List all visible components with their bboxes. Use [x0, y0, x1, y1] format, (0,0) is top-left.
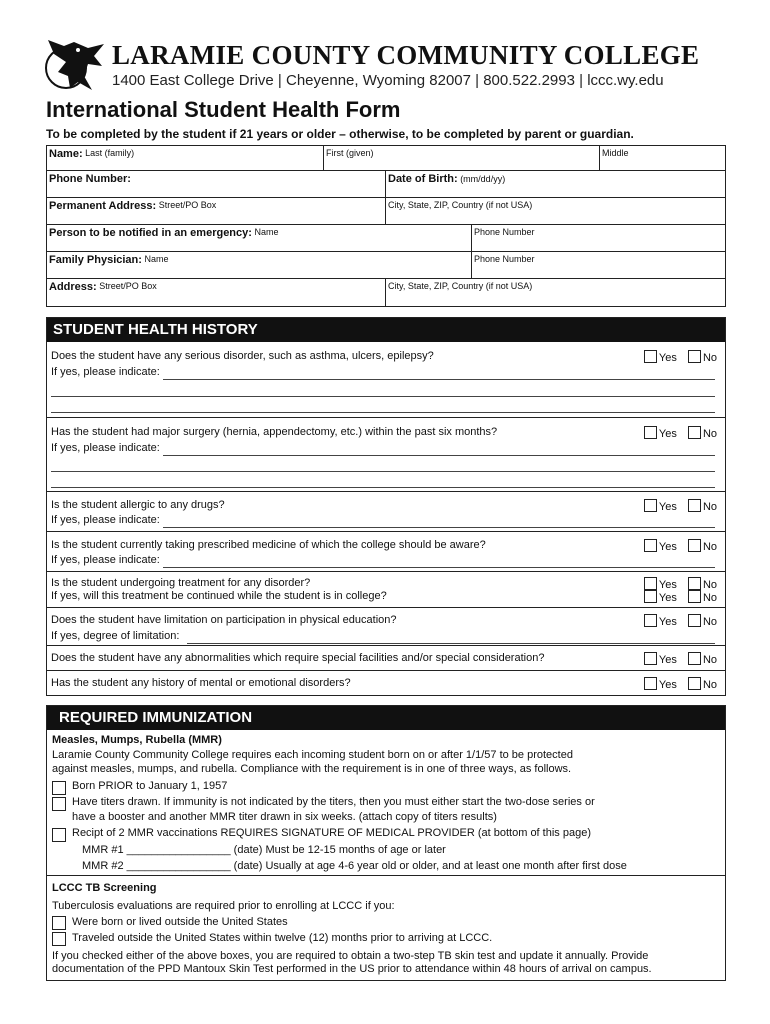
q2-yes-no	[636, 426, 717, 440]
q5b-yes-checkbox[interactable]	[644, 590, 657, 603]
perm-address-city-hint: City, State, ZIP, Country (if not USA)	[388, 200, 533, 210]
eagle-logo-icon	[44, 36, 106, 94]
permanent-address-row	[47, 198, 725, 225]
physician-address-city-field[interactable]	[385, 279, 725, 306]
physician-phone-field[interactable]	[471, 252, 725, 278]
college-address: 1400 East College Drive | Cheyenne, Wyoming 82007 | 800.522.2993 | lccc.wy.edu	[112, 72, 664, 89]
q1-yes-checkbox[interactable]	[644, 350, 657, 363]
q3-if-yes-label: If yes, please indicate:	[51, 514, 160, 526]
q5b-yes-no	[636, 590, 717, 604]
q7-yes-no	[636, 652, 717, 666]
mmr-block	[47, 730, 725, 875]
address-label: Address:	[49, 281, 97, 293]
history-q7	[47, 645, 725, 670]
history-q6	[47, 607, 725, 645]
perm-address-city-field[interactable]	[385, 198, 725, 224]
q3-no-checkbox[interactable]	[688, 499, 701, 512]
tb-option-2	[52, 930, 720, 946]
mmr-intro-line-2: against measles, mumps, and rubella. Compliance with the requirement is in one of three ways, as follows.	[52, 763, 572, 775]
mmr-option-2	[52, 795, 720, 824]
address-city-hint: City, State, ZIP, Country (if not USA)	[388, 281, 533, 291]
tb-heading: LCCC TB Screening	[52, 882, 157, 894]
college-header	[44, 36, 734, 96]
q3-answer-line[interactable]	[163, 527, 715, 528]
q6-followup-label: If yes, degree of limitation:	[51, 630, 180, 642]
q7-text: Does the student have any abnormalities which require special facilities and/or special consideration?	[51, 652, 545, 664]
name-middle-field[interactable]	[599, 146, 725, 170]
mmr-option-2-text-line-1: Have titers drawn. If immunity is not indicated by the titers, then you must either start the two-dose series or	[72, 796, 595, 808]
dob-label: Date of Birth:	[388, 173, 458, 185]
q2-if-yes-label: If yes, please indicate:	[51, 442, 160, 454]
q1-answer-line-2[interactable]	[51, 396, 715, 397]
q6-no-label: No	[702, 616, 717, 628]
q4-no-label: No	[702, 541, 717, 553]
tb-block	[47, 875, 725, 980]
dob-field[interactable]	[385, 171, 725, 197]
emergency-phone-hint: Phone Number	[474, 227, 535, 237]
history-q8	[47, 670, 725, 694]
physician-label: Family Physician:	[49, 254, 142, 266]
q5a-yes-label: Yes	[658, 579, 677, 591]
history-q3	[47, 491, 725, 531]
physician-name-field[interactable]	[47, 252, 471, 278]
name-last-hint: Last (family)	[85, 148, 135, 158]
personal-info-grid	[46, 145, 726, 307]
name-first-field[interactable]	[323, 146, 599, 170]
q1-text: Does the student have any serious disorder, such as asthma, ulcers, epilepsy?	[51, 350, 434, 362]
mmr-option-1-checkbox[interactable]	[52, 781, 66, 795]
mmr-option-3	[52, 826, 720, 841]
name-first-hint: First (given)	[326, 148, 374, 158]
phone-label: Phone Number:	[49, 173, 131, 185]
history-q1	[47, 342, 725, 417]
q8-yes-no	[636, 677, 717, 691]
q2-yes-label: Yes	[658, 428, 677, 440]
q1-answer-line-1[interactable]	[163, 379, 715, 380]
q4-yes-checkbox[interactable]	[644, 539, 657, 552]
q3-yes-checkbox[interactable]	[644, 499, 657, 512]
college-name: LARAMIE COUNTY COMMUNITY COLLEGE	[112, 40, 700, 70]
q5a-no-label: No	[702, 579, 717, 591]
mmr-option-2-text-line-2: have a booster and another MMR titer drawn in six weeks. (attach copy of titers results)	[72, 810, 497, 823]
physician-address-street-field[interactable]	[47, 279, 385, 306]
q3-text: Is the student allergic to any drugs?	[51, 499, 225, 511]
mmr-dose-1[interactable]: MMR #1 _________________ (date) Must be 12-15 months of age or later	[82, 843, 446, 856]
q5a-no-checkbox[interactable]	[688, 577, 701, 590]
q6-answer-line[interactable]	[187, 643, 715, 644]
q5a-yes-no	[636, 577, 717, 591]
q2-text: Has the student had major surgery (hernia, appendectomy, etc.) within the past six months?	[51, 426, 498, 438]
emergency-name-hint: Name	[254, 227, 279, 237]
q1-no-label: No	[702, 352, 717, 364]
form-title: International Student Health Form	[46, 97, 401, 122]
tb-option-1-text: Were born or lived outside the United States	[72, 916, 288, 928]
q2-no-checkbox[interactable]	[688, 426, 701, 439]
physician-address-row	[47, 279, 725, 306]
tb-option-1-checkbox[interactable]	[52, 916, 66, 930]
emergency-label: Person to be notified in an emergency:	[49, 227, 252, 239]
q5a-yes-checkbox[interactable]	[644, 577, 657, 590]
q6-no-checkbox[interactable]	[688, 614, 701, 627]
tb-note-line-2: documentation of the PPD Mantoux Skin Test performed in the US prior to attendance within 48 hours of arrival on campus.	[52, 963, 652, 975]
q7-no-checkbox[interactable]	[688, 652, 701, 665]
q4-no-checkbox[interactable]	[688, 539, 701, 552]
q4-yes-label: Yes	[658, 541, 677, 553]
q7-no-label: No	[702, 654, 717, 666]
q4-answer-line[interactable]	[163, 567, 715, 568]
q6-text: Does the student have limitation on participation in physical education?	[51, 614, 397, 626]
form-subtitle: To be completed by the student if 21 years or older – otherwise, to be completed by parent or guardian.	[46, 127, 634, 141]
health-history-title: STUDENT HEALTH HISTORY	[47, 318, 725, 342]
emergency-phone-field[interactable]	[471, 225, 725, 251]
q2-no-label: No	[702, 428, 717, 440]
mmr-dose-2[interactable]: MMR #2 _________________ (date) Usually at age 4-6 year old or older, and at least one month after first dose	[82, 860, 627, 872]
q6-yes-label: Yes	[658, 616, 677, 628]
q2-yes-checkbox[interactable]	[644, 426, 657, 439]
tb-note-line-1: If you checked either of the above boxes, you are required to obtain a two-step TB skin test and update it annually. Provide	[52, 950, 649, 962]
perm-address-street-hint: Street/PO Box	[158, 200, 217, 210]
q2-answer-line-2[interactable]	[51, 471, 715, 472]
mmr-option-1-text: Born PRIOR to January 1, 1957	[72, 779, 228, 792]
q4-if-yes-label: If yes, please indicate:	[51, 554, 160, 566]
tb-option-2-checkbox[interactable]	[52, 932, 66, 946]
history-q5	[47, 571, 725, 607]
q5b-yes-label: Yes	[658, 592, 677, 604]
health-history-section	[46, 317, 726, 696]
physician-phone-hint: Phone Number	[474, 254, 535, 264]
q7-yes-checkbox[interactable]	[644, 652, 657, 665]
q5b-no-label: No	[702, 592, 717, 604]
tb-note	[52, 950, 720, 976]
name-last-field[interactable]	[47, 146, 323, 170]
mmr-option-1	[52, 779, 720, 794]
phone-dob-row	[47, 171, 725, 198]
q6-yes-no	[636, 614, 717, 628]
q2-answer-line-1[interactable]	[163, 455, 715, 456]
emergency-name-field[interactable]	[47, 225, 471, 251]
perm-address-label: Permanent Address:	[49, 200, 157, 212]
q4-text: Is the student currently taking prescribed medicine of which the college should be aware?	[51, 539, 486, 551]
q8-no-label: No	[702, 679, 717, 691]
address-street-hint: Street/PO Box	[99, 281, 157, 291]
dob-format-hint: (mm/dd/yy)	[460, 174, 506, 184]
tb-option-1	[52, 914, 720, 930]
q5a-text: Is the student undergoing treatment for any disorder?	[51, 577, 311, 589]
q1-if-yes-label: If yes, please indicate:	[51, 366, 160, 378]
q5b-no-checkbox[interactable]	[688, 590, 701, 603]
physician-row	[47, 252, 725, 279]
q8-yes-checkbox[interactable]	[644, 677, 657, 690]
q6-yes-checkbox[interactable]	[644, 614, 657, 627]
mmr-heading: Measles, Mumps, Rubella (MMR)	[52, 734, 222, 746]
q1-answer-line-3[interactable]	[51, 412, 715, 413]
q3-yes-no	[636, 499, 717, 513]
history-q2	[47, 417, 725, 491]
q3-yes-label: Yes	[658, 501, 677, 513]
q1-yes-label: Yes	[658, 352, 677, 364]
mmr-option-3-text: Recipt of 2 MMR vaccinations REQUIRES SIGNATURE OF MEDICAL PROVIDER (at bottom of this page)	[72, 827, 591, 839]
name-middle-hint: Middle	[602, 148, 629, 158]
q8-yes-label: Yes	[658, 679, 677, 691]
q1-no-checkbox[interactable]	[688, 350, 701, 363]
name-row	[47, 146, 725, 171]
physician-name-hint: Name	[144, 254, 169, 264]
q5b-text: If yes, will this treatment be continued while the student is in college?	[51, 590, 387, 602]
mmr-option-2-checkbox[interactable]	[52, 797, 66, 811]
q1-yes-no	[636, 350, 717, 364]
q3-no-label: No	[702, 501, 717, 513]
q8-text: Has the student any history of mental or emotional disorders?	[51, 677, 351, 689]
mmr-intro-line-1: Laramie County Community College requires each incoming student born on or after 1/1/57 to be protected	[52, 748, 573, 761]
mmr-option-3-checkbox[interactable]	[52, 828, 66, 842]
immunization-section	[46, 705, 726, 981]
name-label: Name:	[49, 148, 83, 160]
q4-yes-no	[636, 539, 717, 553]
tb-intro: Tuberculosis evaluations are required prior to enrolling at LCCC if you:	[52, 900, 395, 912]
tb-option-2-text: Traveled outside the United States within twelve (12) months prior to arriving at LCCC.	[72, 932, 493, 944]
q7-yes-label: Yes	[658, 654, 677, 666]
q2-answer-line-3[interactable]	[51, 487, 715, 488]
perm-address-street-field[interactable]	[47, 198, 385, 224]
history-q4	[47, 531, 725, 571]
emergency-row	[47, 225, 725, 252]
q8-no-checkbox[interactable]	[688, 677, 701, 690]
immunization-title: REQUIRED IMMUNIZATION	[47, 706, 725, 730]
phone-field[interactable]	[47, 171, 385, 197]
